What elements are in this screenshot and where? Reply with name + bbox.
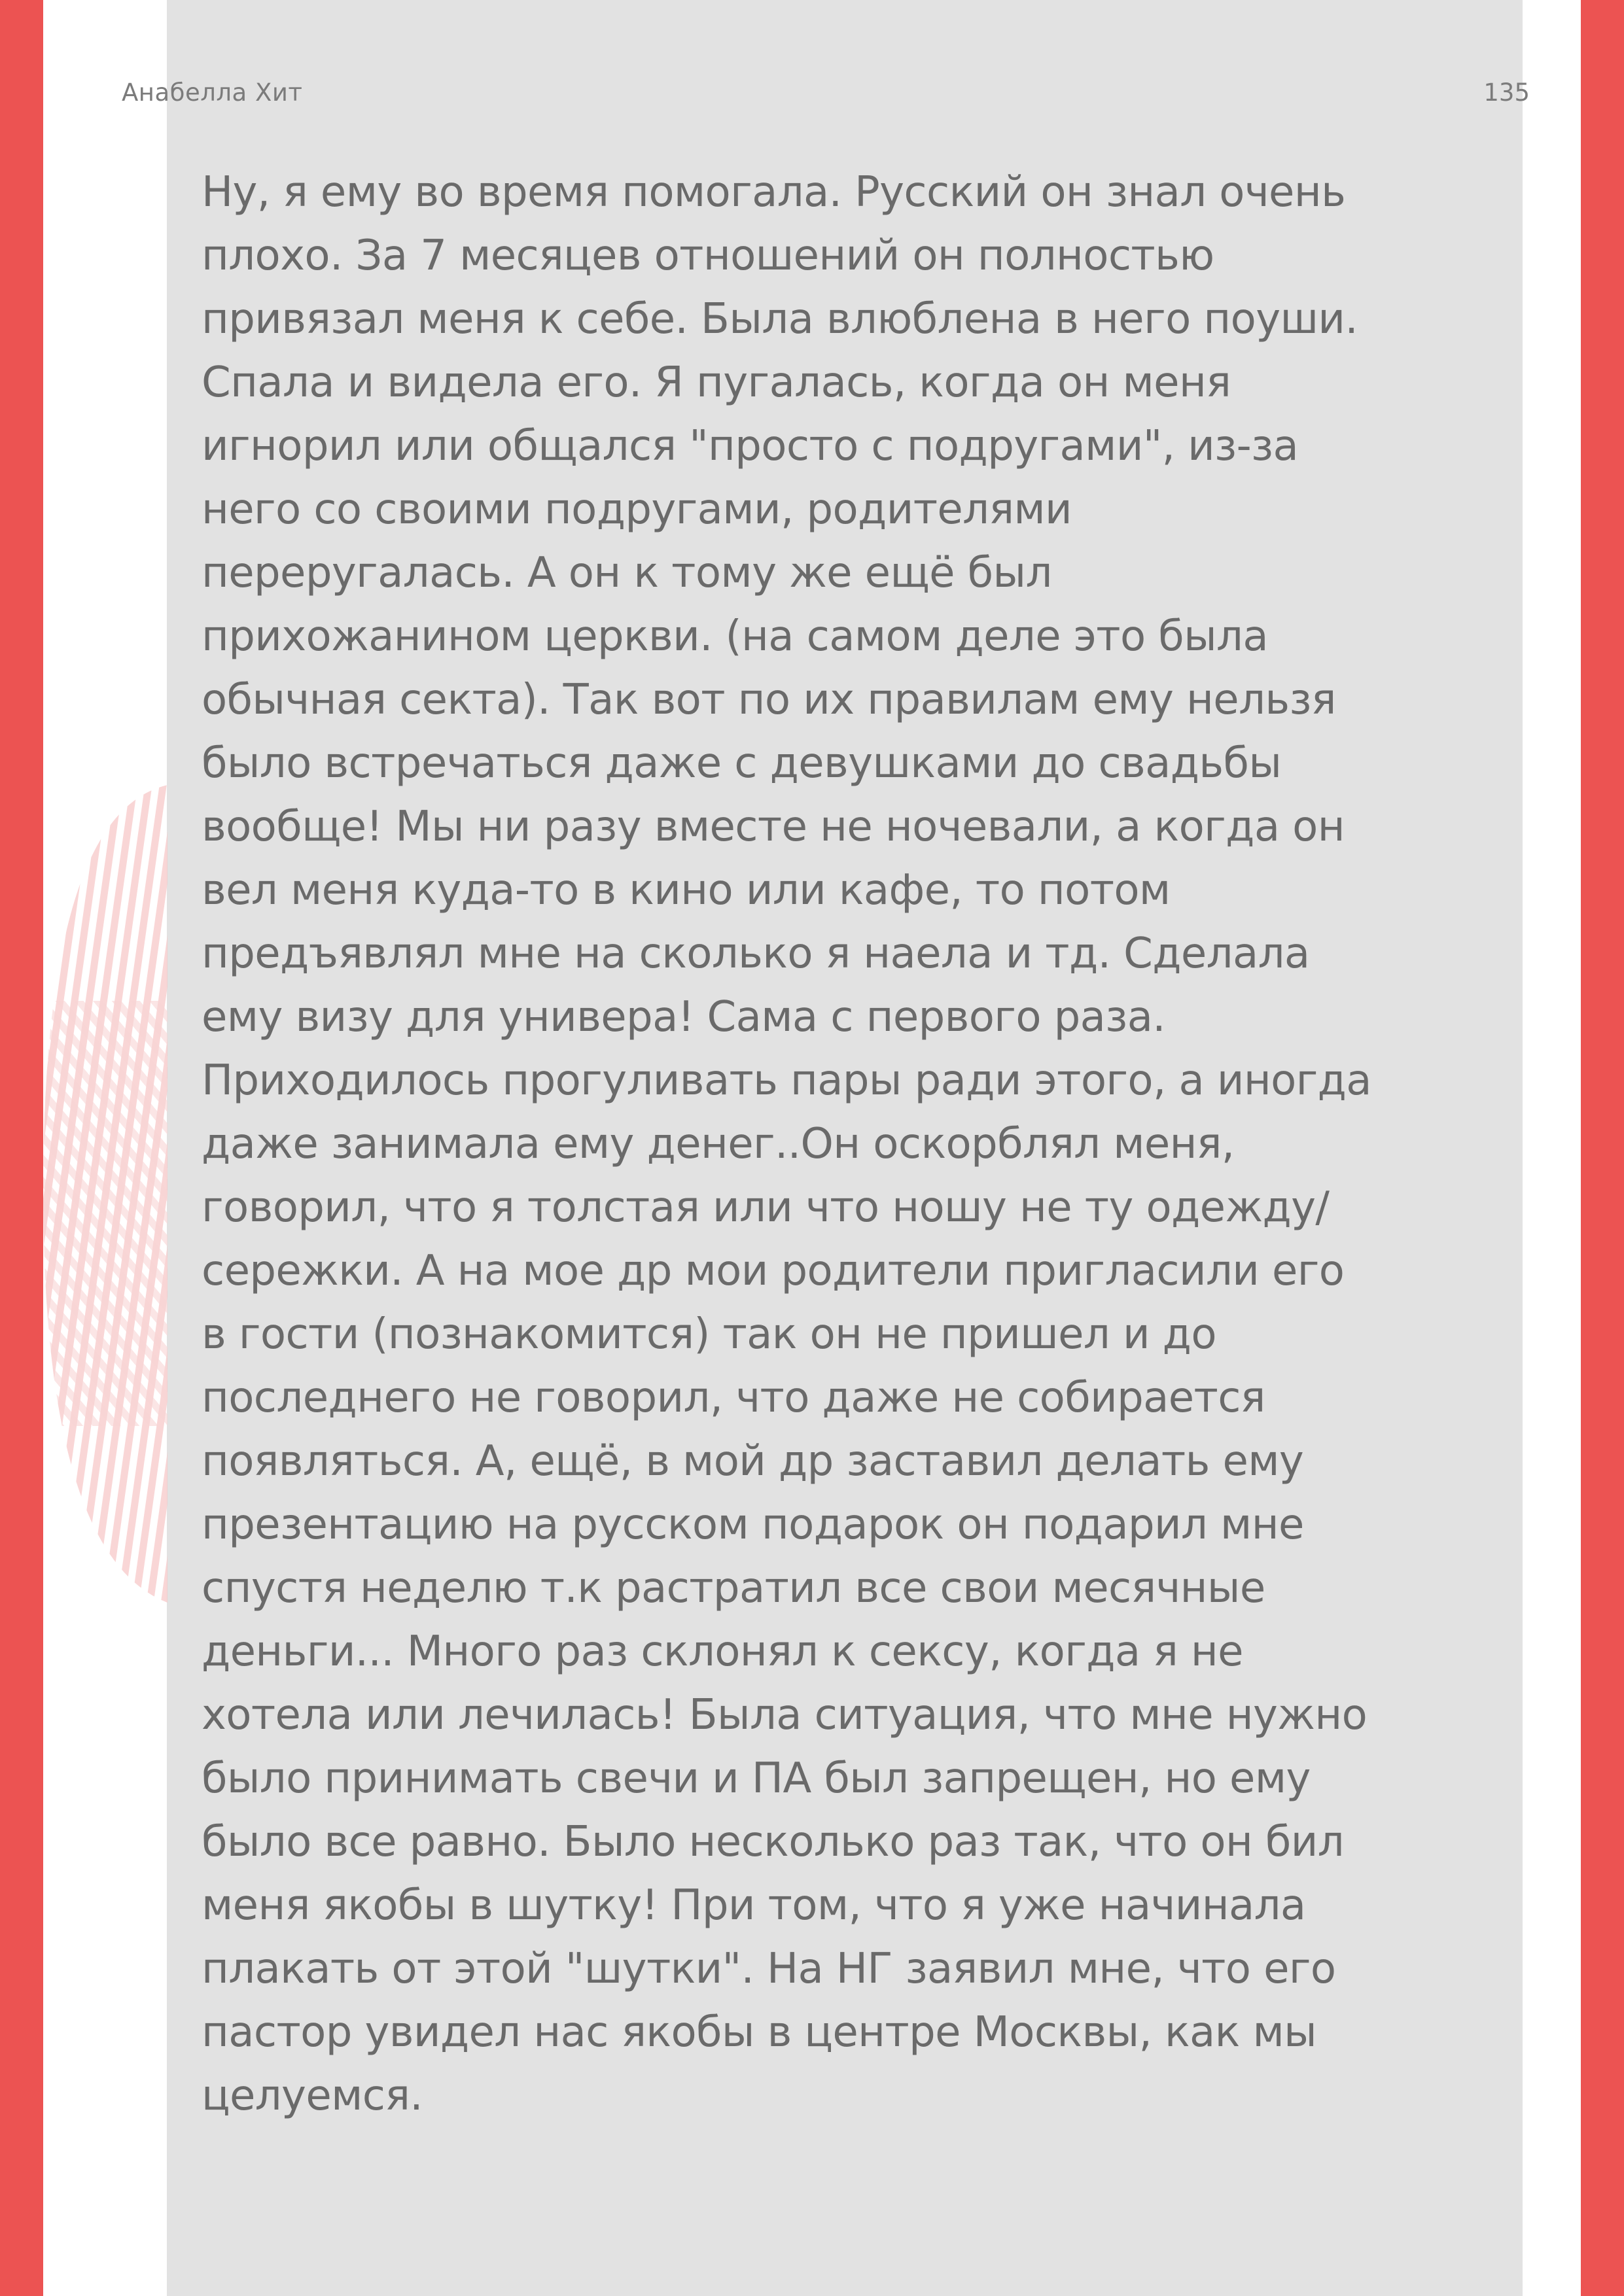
text-line: в гости (познакомится) так он не пришел и до <box>202 1310 1216 1359</box>
text-line: было принимать свечи и ПА был запрещен, но ему <box>202 1754 1311 1803</box>
text-line: пастор увидел нас якобы в центре Москвы, как мы <box>202 2008 1317 2057</box>
body-text <box>202 161 1464 2128</box>
text-line: предъявлял мне на сколько я наела и тд. Сделала <box>202 930 1310 978</box>
left-accent-border <box>0 0 43 2296</box>
text-line: плакать от этой "шутки". На НГ заявил мне, что его <box>202 1945 1336 1993</box>
text-line: говорил, что я толстая или что ношу не ту одежду/ <box>202 1183 1330 1232</box>
text-line: привязал меня к себе. Была влюблена в него поуши. <box>202 295 1358 343</box>
text-line: обычная секта). Так вот по их правилам ему нельзя <box>202 676 1336 724</box>
text-line: плохо. За 7 месяцев отношений он полностью <box>202 232 1214 280</box>
text-line: ему визу для универа! Сама с первого раза. <box>202 993 1166 1041</box>
text-line: целуемся. <box>202 2072 423 2120</box>
text-line: прихожанином церкви. (на самом деле это была <box>202 612 1268 661</box>
text-line: деньги... Много раз склонял к сексу, когда я не <box>202 1627 1243 1676</box>
right-accent-border <box>1581 0 1624 2296</box>
text-line: игнорил или общался "просто с подругами", из-за <box>202 422 1299 470</box>
text-line: Спала и видела его. Я пугалась, когда он меня <box>202 358 1231 407</box>
text-line: сережки. А на мое др мои родители пригласили его <box>202 1247 1345 1295</box>
page-number: 135 <box>1483 78 1530 107</box>
text-line: него со своими подругами, родителями <box>202 485 1072 534</box>
text-line: Ну, я ему во время помогала. Русский он знал очень <box>202 168 1346 217</box>
text-line: Приходилось прогуливать пары ради этого, а иногда <box>202 1056 1371 1105</box>
text-line: переругалась. А он к тому же ещё был <box>202 549 1052 597</box>
text-line: даже занимала ему денег..Он оскорблял меня, <box>202 1120 1235 1168</box>
running-header-author: Анабелла Хит <box>122 78 303 107</box>
text-line: было встречаться даже с девушками до свадьбы <box>202 739 1282 788</box>
decorative-stripes <box>43 785 168 1603</box>
text-line: появляться. А, ещё, в мой др заставил делать ему <box>202 1437 1304 1486</box>
text-line: последнего не говорил, что даже не собирается <box>202 1374 1265 1422</box>
text-line: презентацию на русском подарок он подарил мне <box>202 1501 1304 1549</box>
text-line: вел меня куда-то в кино или кафе, то потом <box>202 866 1171 914</box>
text-line: спустя неделю т.к растратил все свои месячные <box>202 1564 1265 1612</box>
text-line: было все равно. Было несколько раз так, что он бил <box>202 1818 1345 1866</box>
text-line: хотела или лечилась! Была ситуация, что мне нужно <box>202 1691 1368 1739</box>
text-line: меня якобы в шутку! При том, что я уже начинала <box>202 1881 1306 1930</box>
text-line: вообще! Мы ни разу вместе не ночевали, а когда он <box>202 803 1345 851</box>
